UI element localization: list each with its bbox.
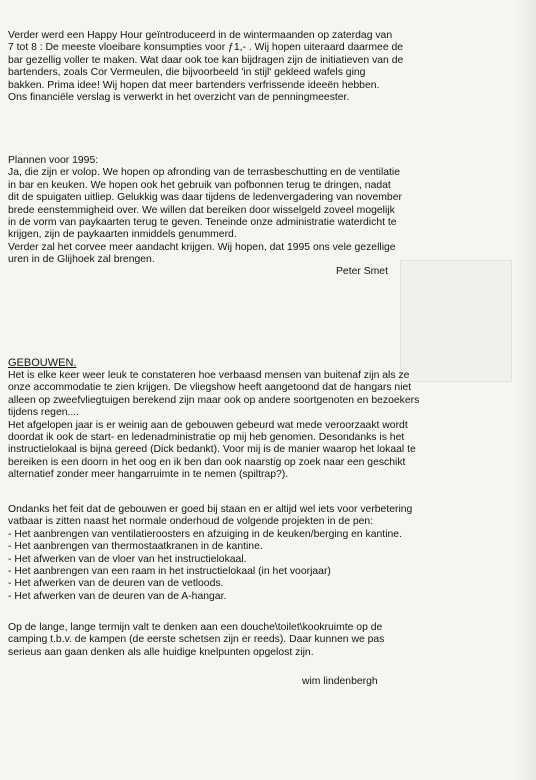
text-line: alternatief zonder meer hangarruimte in te nemen (spiltrap?). (8, 469, 289, 481)
text-line: Ons financiële verslag is verwerkt in het overzicht van de penningmeester. (8, 92, 350, 104)
text-line: onze accommodatie te zien krijgen. De vliegshow heeft aangetoond dat de hangars niet (8, 382, 412, 394)
list-item: - Het aanbrengen van thermostaatkranen in de kantine. (8, 541, 263, 553)
text-line: bereiken is een doorn in het oog en ik ben dan ook naarstig op zoek naar een geschikt (8, 456, 406, 468)
text-line: vatbaar is zitten naast het normale onderhoud de volgende projekten in de pen: (8, 516, 374, 528)
text-line: Het afgelopen jaar is er weinig aan de gebouwen gebeurd wat mede veroorzaakt wordt (8, 419, 408, 431)
text-line: 7 tot 8 : De meeste vloeibare konsumpties voor ƒ1,- . Wij hopen uiteraard daarmee de (8, 42, 404, 54)
text-line: Ondanks het feit dat de gebouwen er goed bij staan en er altijd wel iets voor verbetering (8, 504, 413, 515)
text-line: Ja, die zijn er volop. We hopen op afronding van de terrasbeschutting en de ventilatie (8, 167, 401, 179)
text-line: Verder werd een Happy Hour geïntroduceerd in de wintermaanden op zaterdag van (8, 30, 393, 41)
list-item: - Het aanbrengen van een raam in het instructielokaal (in het voorjaar) (8, 566, 331, 578)
text-line: alleen op zweefvliegtuigen berekend zijn maar ook op andere soortgenoten en bezoekers (8, 394, 420, 406)
section-projekten (8, 504, 508, 603)
list-item: - Het afwerken van de deuren van de A-hangar. (8, 590, 227, 602)
section-lange-termijn (8, 622, 508, 659)
text-line: dit de spuigaten uitliep. Gelukkig was daar tijdens de ledenvergadering van november (8, 192, 402, 204)
list-item: - Het afwerken van de vloer van het instructielokaal. (8, 553, 247, 565)
text-line: doordat ik ook de start- en ledenadministratie op mij heb genomen. Desondanks is het (8, 432, 405, 444)
text-line: bartenders, zoals Cor Vermeulen, die bijvoorbeeld 'in stijl' gekleed wafels ging (8, 67, 366, 79)
text-line: Op de lange, lange termijn valt te denken aan een douche\toilet\kookruimte op de (8, 622, 383, 633)
signature-peter-smet: Peter Smet (336, 266, 388, 277)
text-line: instructielokaal is bijna gereed (Dick bedankt). Voor mij is de manier waarop het lokaal te (8, 444, 416, 456)
text-line: tijdens regen.... (8, 407, 80, 419)
list-item: - Het afwerken van de deuren van de vetloods. (8, 578, 224, 590)
list-item: - Het aanbrengen van ventilatieroosters en afzuiging in de keuken/berging en kantine. (8, 528, 402, 540)
page-shadow (516, 0, 536, 780)
heading-gebouwen: GEBOUWEN. (8, 357, 77, 369)
text-line: bakken. Prima idee! Wij hopen dat meer bartenders verfrissende ideeën hebben. (8, 79, 380, 91)
text-line: bar gezellig voller te maken. Wat daar ook toe kan bijdragen zijn de initiatieven van de (8, 54, 404, 66)
text-line: Verder zal het corvee meer aandacht krijgen. Wij hopen, dat 1995 ons vele gezellige (8, 241, 396, 253)
text-line: krijgen, zijn de paykaarten inmiddels genummerd. (8, 229, 237, 241)
text-line: in de vorm van paykaarten terug te geven. Teneinde onze administratie waterdicht te (8, 217, 397, 229)
text-line: Het is elke keer weer leuk te constateren hoe verbaasd mensen van buitenaf zijn als ze (8, 370, 410, 381)
text-line: serieus aan gaan denken als alle huidige knelpunten opgelost zijn. (8, 646, 314, 658)
signature-wim-lindenbergh: wim lindenbergh (302, 676, 378, 687)
text-line: brede eenstemmigheid over. We willen dat bereiken door wisselgeld zoveel mogelijk (8, 204, 395, 216)
bleed-through-image (400, 260, 512, 382)
subheading: Plannen voor 1995: (8, 155, 99, 166)
section-gebouwen (8, 370, 508, 482)
text-line: uren in de Glijhoek zal brengen. (8, 254, 155, 266)
section-plannen-1995 (8, 155, 508, 267)
section-happy-hour (8, 30, 508, 104)
text-line: camping t.b.v. de kampen (de eerste schetsen zijn er reeds). Daar kunnen we pas (8, 634, 385, 646)
text-line: in bar en keuken. We hopen ook het gebruik van pofbonnen terug te dringen, nadat (8, 179, 391, 191)
